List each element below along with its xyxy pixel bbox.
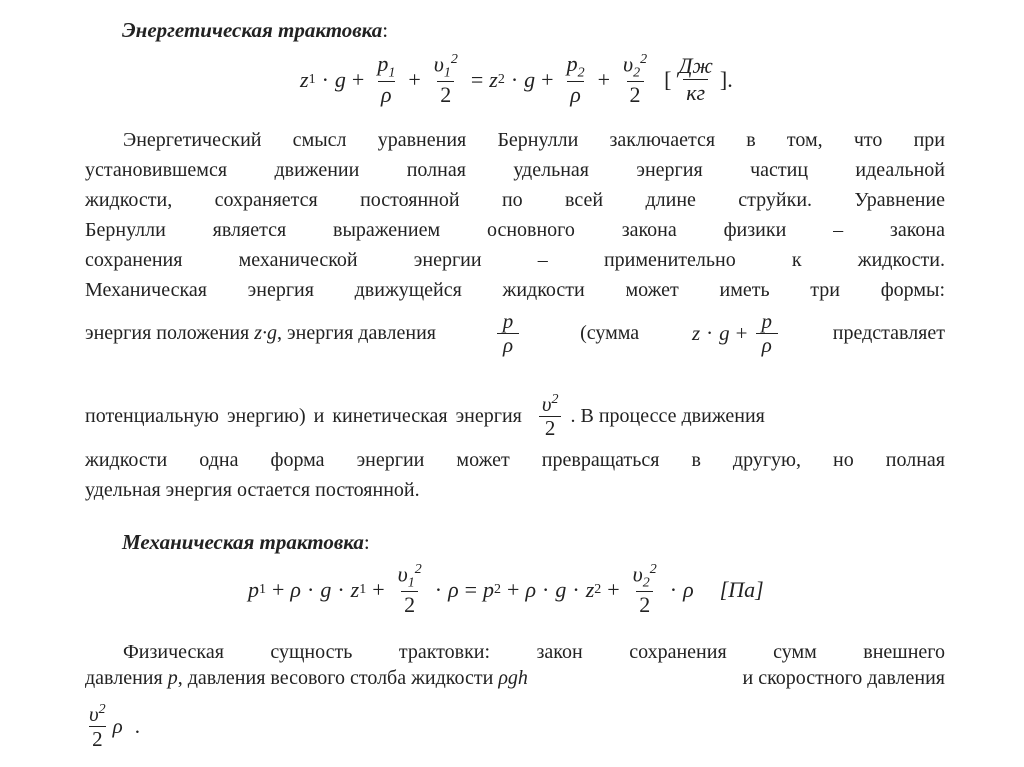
pressure-text-c: , давления весового столба жидкости [177,667,494,689]
units-denominator: кг [683,79,708,105]
rho-g-h: ρgh [498,667,528,689]
para1-line-2: установившемся движении полная удельная энергия частиц идеальной [85,159,945,181]
forms-text-a: энергия положения [85,322,250,345]
forms-zg: z·g [254,322,278,345]
kinetic-text-b: . В процессе движения [570,404,765,427]
para2-line-1: жидкости одна форма энергии может превращаться в другую, но полная [85,449,945,471]
pressure-units: [Па] [719,576,764,602]
forms-text-d: (сумма [580,322,640,345]
para1-line-1: Энергетический смысл уравнения Бернулли заключается в том, что при [123,129,945,151]
final-period: . [134,714,140,739]
para1-line-5: сохранения механической энергии – применительно к жидкости. [85,249,945,271]
mechanical-heading-text: Механическая трактовка [122,530,364,554]
mechanical-heading-colon: : [363,530,370,554]
pressure-line [85,667,945,690]
pressure-text-e: и скоростного давления [742,667,945,689]
units-numerator: Дж [678,53,713,79]
energy-heading [122,18,388,43]
forms-line [85,310,945,357]
para1-line-4: Бернулли является выражением основного закона физики – закона [85,219,945,241]
final-expression: $\frac{\upsilon^2}{2}$ ρ . [89,702,140,752]
kinetic-line [85,392,945,440]
para1-line-3: жидкости, сохраняется постоянной по всей длине струйки. Уравнение [85,189,945,211]
forms-text-e: представляет [832,322,945,345]
mechanical-heading [122,530,370,555]
para2-line-2: удельная энергия остается постоянной. [85,479,420,501]
sum-expression: z · g + $\frac{p}{\rho}$ [692,310,780,357]
pressure-p: p [167,667,178,689]
para1-line-6: Механическая энергия движущейся жидкости может иметь три формы: [85,279,945,301]
energy-heading-text: Энергетическая трактовка [122,18,383,42]
frac-v2-2: $\frac{\upsilon^2}{2}$ [536,392,565,440]
heading-colon: : [382,18,389,42]
mechanical-equation: p 1 + ρ · g · z 1 + $\frac{\upsilon_1^2}{2}$ · ρ = p 2 + ρ · g · z 2 + $\frac{\upsilon_2^2}{2}$ · ρ [Па] [248,561,764,618]
pressure-text-a: давления [85,667,163,689]
para3-line-1: Физическая сущность трактовки: закон сохранения сумм внешнего [123,641,945,663]
frac-p-rho: $\frac{p}{\rho}$ [497,310,520,357]
energy-equation: z 1 · g + $\frac{p_1}{\rho}$ + $\frac{\upsilon_1^2}{2}$ = z 2 · g + $\frac{p_2}{\rho}$ + $\frac{\upsilon_2^2}{2}$ [ $\frac{Дж}{кг}$ ]. [300,51,733,108]
forms-text-c: , энергия давления [277,322,436,345]
kinetic-text-a: потенциальную энергию) и кинетическая энергия [85,404,522,427]
